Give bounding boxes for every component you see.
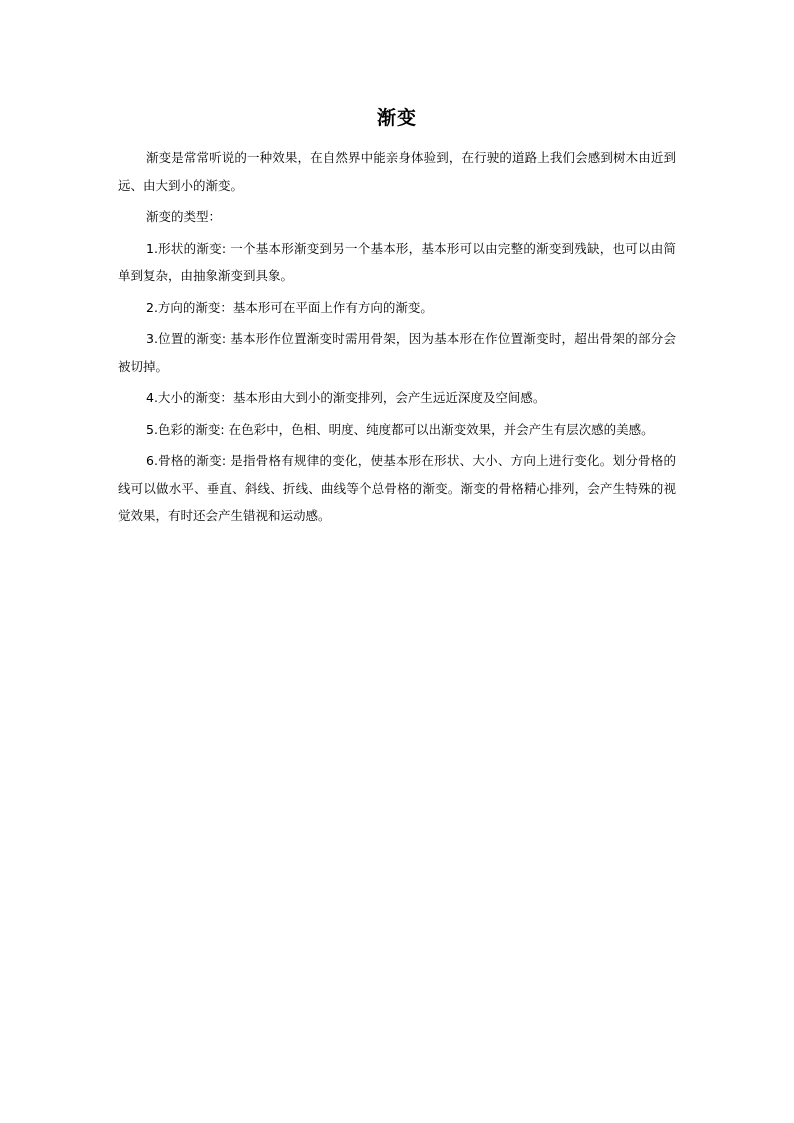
intro-paragraph: 渐变是常常听说的一种效果，在自然界中能亲身体验到，在行驶的道路上我们会感到树木由近到远、由大到小的渐变。	[118, 150, 676, 193]
document-title: 渐变	[376, 107, 417, 129]
size-gradient-paragraph: 4.大小的渐变：基本形由大到小的渐变排列，会产生远近深度及空间感。	[146, 390, 546, 405]
position-gradient-paragraph: 3.位置的渐变: 基本形作位置渐变时需用骨架，因为基本形在作位置渐变时，超出骨架的部分会被切掉。	[118, 331, 676, 374]
direction-gradient-paragraph: 2.方向的渐变：基本形可在平面上作有方向的渐变。	[146, 299, 433, 315]
types-heading-paragraph: 渐变的类型：	[146, 209, 222, 224]
skeleton-gradient-paragraph: 6.骨格的渐变: 是指骨格有规律的变化，使基本形在形状、大小、方向上进行变化。划分骨格的线可以做水平、垂直、斜线、折线、曲线等个总骨格的渐变。渐变的骨格精心排列，会产生特殊的视觉效果，有时还会产生错视和运动感。	[118, 453, 676, 523]
document-body	[118, 103, 676, 534]
color-gradient-paragraph: 5.色彩的渐变: 在色彩中，色相、明度、纯度都可以出渐变效果，并会产生有层次感的美感。	[146, 421, 654, 437]
shape-gradient-paragraph: 1.形状的渐变: 一个基本形渐变到另一个基本形，基本形可以由完整的渐变到残缺，也可以由简单到复杂，由抽象渐变到具象。	[118, 240, 676, 283]
